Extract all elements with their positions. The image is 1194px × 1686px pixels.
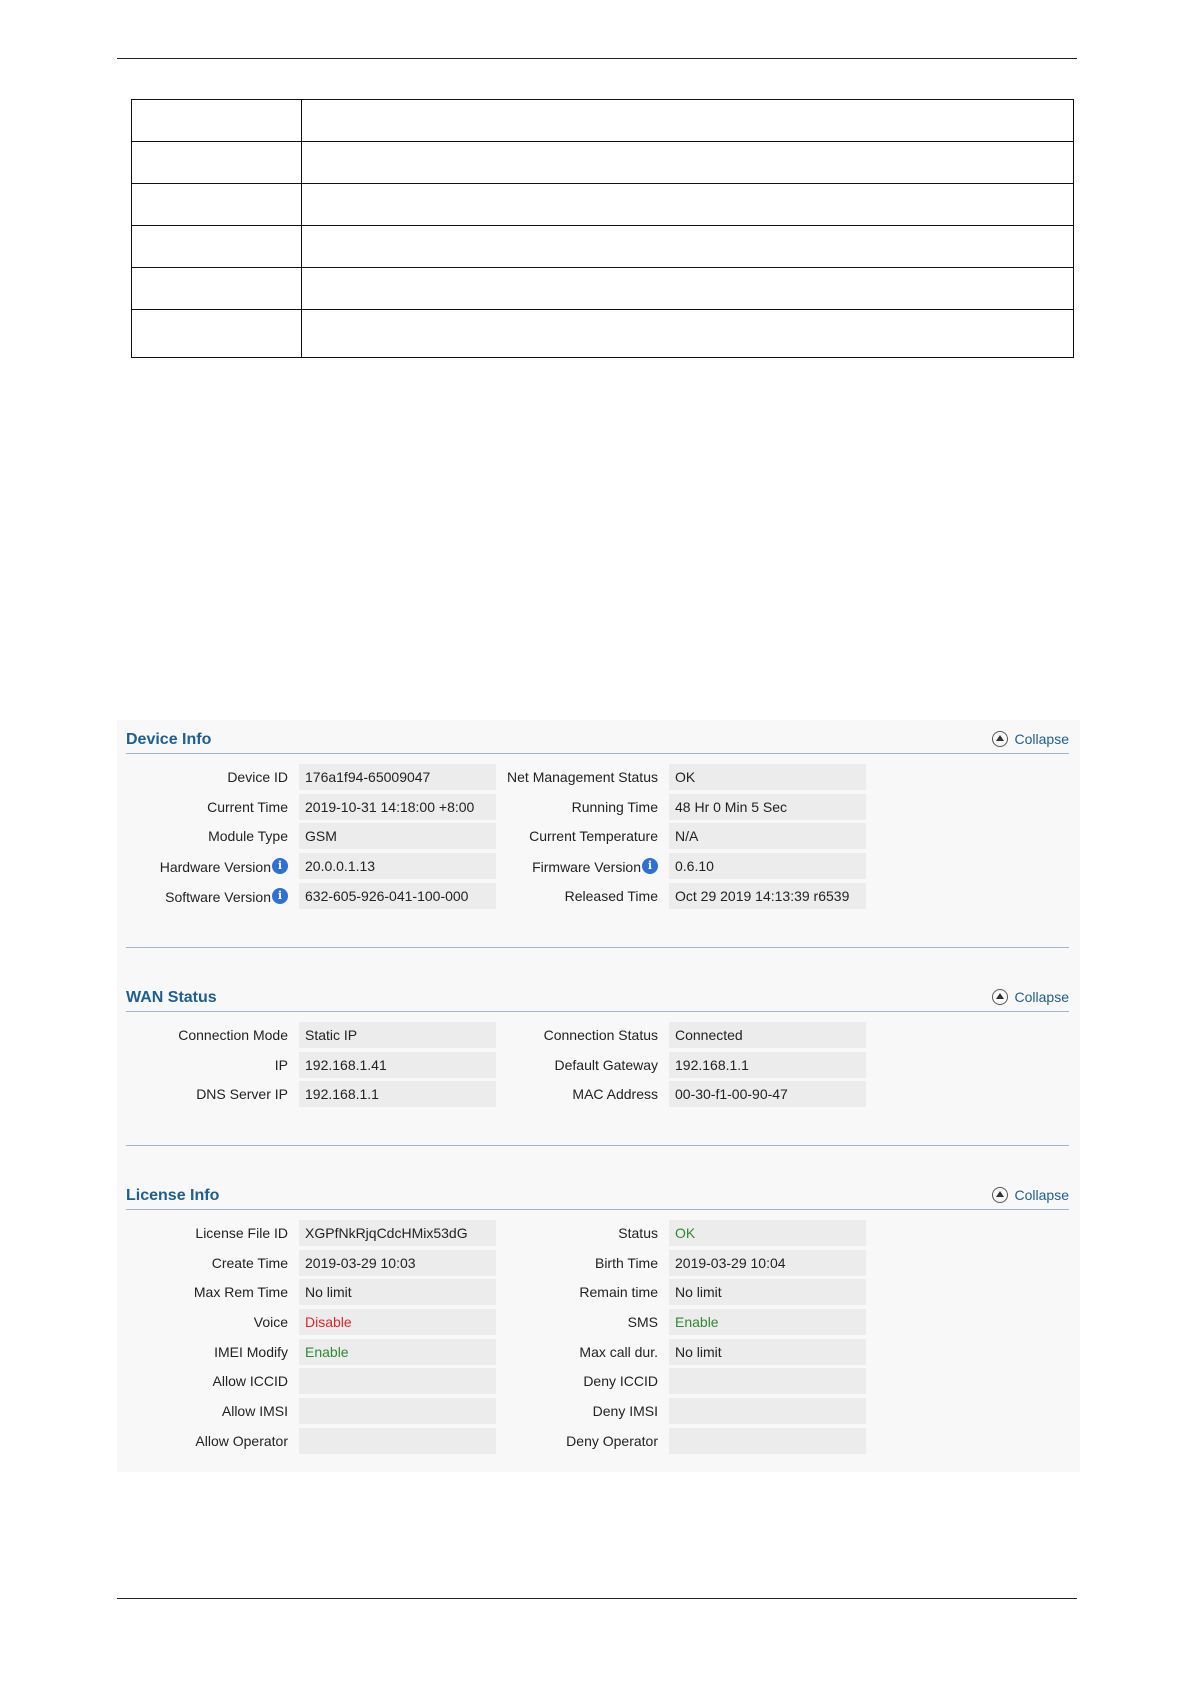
device-info-section — [126, 720, 1069, 905]
firmware-version-label — [532, 858, 658, 875]
hardware-version-text: Hardware Version — [159, 859, 271, 876]
released-time-value: Oct 29 2019 14:13:39 r6539 — [669, 883, 866, 909]
allow-operator-value — [299, 1428, 496, 1454]
create-time-value: 2019-03-29 10:03 — [299, 1250, 496, 1276]
license-info-collapse-button[interactable] — [992, 1187, 1069, 1203]
status-panel — [117, 720, 1080, 1472]
default-gateway-label: Default Gateway — [554, 1056, 658, 1073]
table-row — [126, 1248, 1069, 1278]
module-type-value: GSM — [299, 823, 496, 849]
status-label: Status — [618, 1225, 658, 1241]
collapse-icon — [992, 731, 1008, 747]
table-row — [126, 1079, 1069, 1109]
deny-operator-label: Deny Operator — [566, 1432, 658, 1449]
table-row — [126, 1337, 1069, 1367]
default-gateway-value: 192.168.1.1 — [669, 1052, 866, 1078]
allow-iccid-value — [299, 1368, 496, 1394]
device-info-title: Device Info — [126, 731, 212, 748]
max-rem-time-label: Max Rem Time — [193, 1284, 288, 1301]
table-row — [132, 268, 1074, 310]
deny-operator-value — [669, 1428, 866, 1454]
birth-time-value: 2019-03-29 10:04 — [669, 1250, 866, 1276]
birth-time-label: Birth Time — [594, 1254, 658, 1271]
table-row — [132, 142, 1074, 184]
remain-time-label: Remain time — [579, 1284, 658, 1301]
ip-label: IP — [274, 1056, 288, 1073]
table-row — [132, 226, 1074, 268]
dns-server-ip-label: DNS Server IP — [196, 1086, 288, 1103]
allow-imsi-label: Allow IMSI — [221, 1403, 288, 1420]
running-time-label: Running Time — [571, 798, 658, 815]
net-management-status-label: Net Management Status — [507, 769, 658, 785]
table-row — [126, 762, 1069, 792]
module-type-label: Module Type — [208, 828, 288, 845]
device-id-value: 176a1f94-65009047 — [299, 764, 496, 790]
software-version-value: 632-605-926-041-100-000 — [299, 883, 496, 909]
connection-status-label: Connection Status — [543, 1027, 658, 1043]
footer-rule — [117, 1598, 1077, 1599]
current-temperature-label: Current Temperature — [529, 828, 658, 845]
table-row — [126, 792, 1069, 822]
license-info-header — [126, 1176, 1069, 1210]
table-row — [126, 881, 1069, 911]
device-info-collapse-button[interactable] — [992, 731, 1069, 747]
create-time-label: Create Time — [211, 1254, 288, 1271]
released-time-label: Released Time — [564, 887, 658, 904]
info-icon[interactable]: i — [272, 888, 288, 904]
current-temperature-value: N/A — [669, 823, 866, 849]
allow-imsi-value — [299, 1398, 496, 1424]
current-time-value: 2019-10-31 14:18:00 +8:00 — [299, 794, 496, 820]
status-value: OK — [669, 1220, 866, 1246]
device-info-grid — [126, 762, 1069, 910]
info-icon[interactable]: i — [642, 858, 658, 874]
allow-operator-label: Allow Operator — [195, 1432, 288, 1449]
running-time-value: 48 Hr 0 Min 5 Sec — [669, 794, 866, 820]
collapse-icon — [992, 989, 1008, 1005]
collapse-label: Collapse — [1014, 1187, 1069, 1203]
license-file-id-value: XGPfNkRjqCdcHMix53dG — [299, 1220, 496, 1246]
voice-value: Disable — [299, 1309, 496, 1335]
table-row — [126, 1396, 1069, 1426]
hardware-version-value: 20.0.0.1.13 — [299, 853, 496, 879]
imei-modify-label: IMEI Modify — [214, 1343, 288, 1360]
table-row — [126, 1426, 1069, 1456]
license-info-grid — [126, 1218, 1069, 1456]
max-call-dur-value: No limit — [669, 1339, 866, 1365]
device-id-label: Device ID — [227, 769, 288, 785]
wan-status-section — [126, 978, 1069, 1103]
license-file-id-label: License File ID — [195, 1225, 288, 1241]
firmware-version-text: Firmware Version — [532, 859, 641, 876]
table-row — [126, 1218, 1069, 1248]
wan-status-grid — [126, 1020, 1069, 1109]
table-row — [126, 1020, 1069, 1050]
license-info-title: License Info — [126, 1187, 220, 1204]
mac-address-value: 00-30-f1-00-90-47 — [669, 1081, 866, 1107]
dns-server-ip-value: 192.168.1.1 — [299, 1081, 496, 1107]
table-row — [126, 1366, 1069, 1396]
connection-mode-label: Connection Mode — [178, 1027, 288, 1043]
info-icon[interactable]: i — [272, 858, 288, 874]
table-row — [126, 851, 1069, 881]
table-row — [132, 310, 1074, 358]
wan-status-header — [126, 978, 1069, 1012]
deny-iccid-label: Deny ICCID — [583, 1373, 658, 1390]
firmware-version-value: 0.6.10 — [669, 853, 866, 879]
ip-value: 192.168.1.41 — [299, 1052, 496, 1078]
device-info-header — [126, 720, 1069, 754]
net-management-status-value: OK — [669, 764, 866, 790]
deny-imsi-value — [669, 1398, 866, 1424]
allow-iccid-label: Allow ICCID — [212, 1373, 288, 1390]
sms-label: SMS — [627, 1314, 658, 1331]
collapse-label: Collapse — [1014, 731, 1069, 747]
connection-status-value: Connected — [669, 1022, 866, 1048]
table-row — [126, 821, 1069, 851]
collapse-icon — [992, 1187, 1008, 1203]
deny-imsi-label: Deny IMSI — [592, 1403, 658, 1420]
section-divider — [126, 1145, 1069, 1146]
collapse-label: Collapse — [1014, 989, 1069, 1005]
wan-status-collapse-button[interactable] — [992, 989, 1069, 1005]
connection-mode-value: Static IP — [299, 1022, 496, 1048]
imei-modify-value: Enable — [299, 1339, 496, 1365]
license-info-section — [126, 1176, 1069, 1449]
header-rule — [117, 58, 1077, 59]
table-row — [126, 1050, 1069, 1080]
section-divider — [126, 947, 1069, 948]
current-time-label: Current Time — [207, 798, 288, 815]
wan-status-title: WAN Status — [126, 989, 217, 1006]
hardware-version-label — [160, 858, 288, 875]
max-call-dur-label: Max call dur. — [579, 1343, 658, 1360]
deny-iccid-value — [669, 1368, 866, 1394]
max-rem-time-value: No limit — [299, 1279, 496, 1305]
sms-value: Enable — [669, 1309, 866, 1335]
mac-address-label: MAC Address — [572, 1086, 658, 1103]
table-row — [126, 1307, 1069, 1337]
remain-time-value: No limit — [669, 1279, 866, 1305]
table-row — [132, 100, 1074, 142]
software-version-text: Software Version — [165, 888, 271, 905]
voice-label: Voice — [253, 1314, 288, 1331]
software-version-label — [165, 888, 288, 905]
table-row — [132, 184, 1074, 226]
table-row — [126, 1277, 1069, 1307]
empty-table — [131, 99, 1074, 358]
